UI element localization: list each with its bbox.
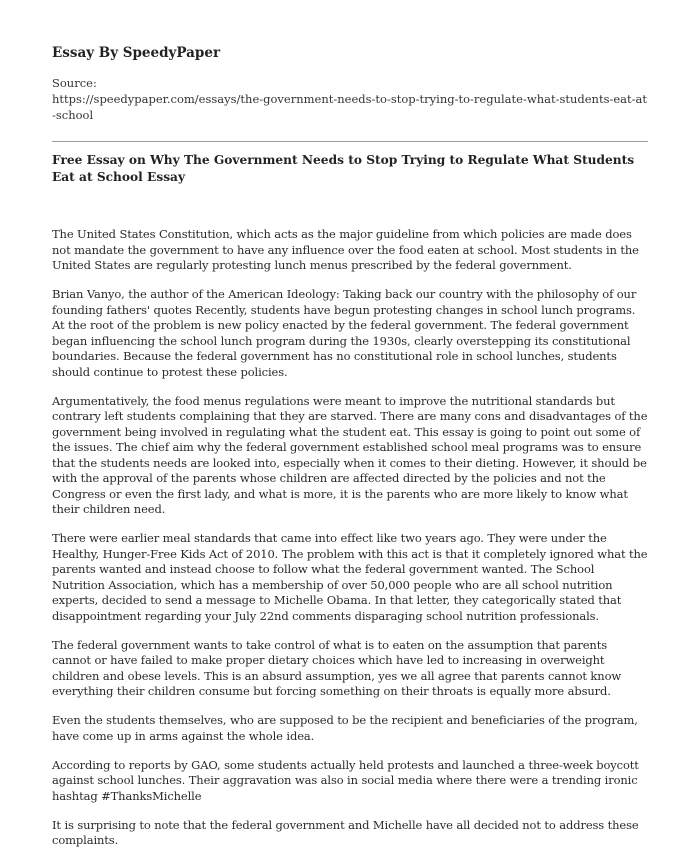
essay-title: Free Essay on Why The Government Needs to Stop Trying to Regulate What Students Eat at School Essay (52, 153, 635, 184)
document-brand: Essay By SpeedyPaper (52, 45, 221, 61)
essay-paragraph-1: The United States Constitution, which acts as the major guideline from which policies are made does not mandate the government to have any influence over the food eaten at school. Most students in the United States are regularly protesting lunch menus prescribed by the federal government. (52, 227, 639, 272)
essay-paragraph-2: Brian Vanyo, the author of the American Ideology: Taking back our country with the philosophy of our founding fathers' quotes Recently, students have begun protesting changes in school lunch programs. At the root of the problem is new policy enacted by the federal government. The federal government began influencing the school lunch program during the 1930s, clearly overstepping its constitutional boundaries. Because the federal government has no constitutional role in school lunches, students should continue to protest these policies. (52, 287, 637, 379)
source-url[interactable]: https://speedypaper.com/essays/the-government-needs-to-stop-trying-to-regulate-what-students-eat-at-school (52, 92, 648, 122)
essay-paragraph-6: Even the students themselves, who are supposed to be the recipient and beneficiaries of the program, have come up in arms against the whole idea. (52, 713, 638, 743)
essay-paragraph-7: According to reports by GAO, some students actually held protests and launched a three-week boycott against school lunches. Their aggravation was also in social media where there were a trending ironic hashtag #ThanksMichelle (52, 757, 639, 803)
essay-paragraph-3: Argumentatively, the food menus regulations were meant to improve the nutritional standards but contrary left students complaining that they are starved. There are many cons and disadvantages of the government being involved in regulating what the student eat. This essay is going to point out some of the issues. The chief aim why the federal government established school meal programs was to ensure that the students needs are looked into, especially when it comes to their dieting. However, it should be with the approval of the parents whose children are affected directed by the policies and not the Congress or even the first lady, and what is more, it is the parents who are more likely to know what their children need. (52, 393, 648, 516)
essay-body (52, 227, 648, 849)
source-label: Source: (52, 76, 97, 90)
divider (52, 141, 648, 142)
essay-paragraph-4: There were earlier meal standards that came into effect like two years ago. They were under the Healthy, Hunger-Free Kids Act of 2010. The problem with this act is that it completely ignored what the parents wanted and instead choose to follow what the federal government wanted. The School Nutrition Association, which has a membership of over 50,000 people who are all school nutrition experts, decided to send a message to Michelle Obama. In that letter, they categorically stated that disappointment regarding your July 22nd comments disparaging school nutrition professionals. (52, 531, 648, 623)
essay-paragraph-5: The federal government wants to take control of what is to eaten on the assumption that parents cannot or have failed to make proper dietary choices which have led to increasing in overweight children and obese levels. This is an absurd assumption, yes we all agree that parents cannot know everything their children consume but forcing something on their throats is equally more absurd. (52, 637, 622, 698)
essay-paragraph-8: It is surprising to note that the federal government and Michelle have all decided not to address these complaints. (52, 817, 639, 847)
